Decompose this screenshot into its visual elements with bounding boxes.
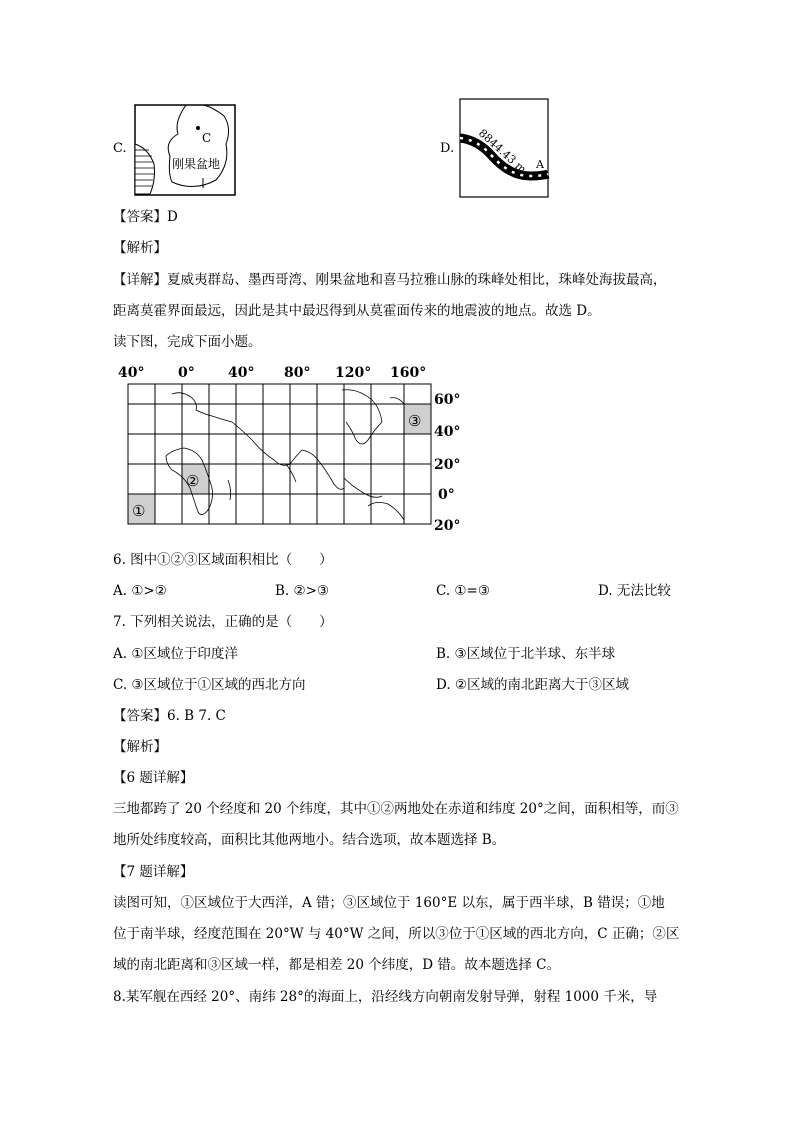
elevation-label: 8844.43 m bbox=[475, 126, 529, 176]
analysis-2: 【解析】 bbox=[113, 739, 167, 755]
top-label-5: 160° bbox=[390, 365, 427, 381]
basin-label: 刚果盆地 bbox=[172, 157, 221, 171]
top-label-4: 120° bbox=[335, 365, 372, 381]
q7-stem: 7. 下列相关说法，正确的是（ ） bbox=[113, 614, 333, 630]
q6-detail-line1: 三地都跨了 20 个经度和 20 个纬度，其中①②两地处在赤道和纬度 20°之间，面积相等，而③ bbox=[113, 801, 679, 817]
top-label-2: 40° bbox=[228, 365, 255, 381]
q6-detail-title: 【6 题详解】 bbox=[113, 770, 194, 786]
q6-option-d: D. 无法比较 bbox=[598, 583, 671, 599]
marker-a: A bbox=[536, 158, 544, 171]
option-c-label: C. bbox=[113, 141, 127, 156]
right-label-1: 40° bbox=[434, 424, 461, 440]
q6-option-b: B. ②>③ bbox=[275, 583, 330, 599]
q7-detail-line1: 读图可知，①区域位于大西洋，A 错；③区域位于 160°E 以东，属于西半球，B 错误；①地 bbox=[113, 895, 665, 911]
region-2: ② bbox=[186, 472, 200, 490]
q7-detail-title: 【7 题详解】 bbox=[113, 864, 194, 880]
q7-option-a: A. ①区域位于印度洋 bbox=[113, 646, 238, 662]
q8-line1: 8.某军舰在西经 20°、南纬 28°的海面上，沿经线方向朝南发射导弹，射程 1000 千米，导 bbox=[113, 989, 658, 1005]
q6-stem: 6. 图中①②③区域面积相比（ ） bbox=[113, 552, 333, 568]
q6-option-c: C. ①=③ bbox=[436, 583, 490, 599]
everest-map bbox=[458, 98, 550, 198]
top-label-3: 80° bbox=[284, 365, 311, 381]
world-grid-map bbox=[112, 360, 472, 532]
q7-option-c: C. ③区域位于①区域的西北方向 bbox=[113, 677, 306, 693]
right-label-2: 20° bbox=[434, 457, 461, 473]
answer-1: 【答案】D bbox=[113, 209, 178, 225]
top-label-1: 0° bbox=[178, 365, 195, 381]
top-label-0: 40° bbox=[118, 365, 145, 381]
marker-c: C bbox=[202, 131, 212, 145]
detail-1-line1: 【详解】夏威夷群岛、墨西哥湾、刚果盆地和喜马拉雅山脉的珠峰处相比，珠峰处海拔最高， bbox=[113, 272, 667, 288]
congo-basin-map bbox=[134, 104, 236, 196]
region-1: ① bbox=[132, 502, 146, 520]
answer-2: 【答案】6. B 7. C bbox=[113, 708, 226, 724]
option-d-label: D. bbox=[440, 141, 455, 156]
right-label-0: 60° bbox=[434, 392, 461, 408]
read-map-prompt: 读下图，完成下面小题。 bbox=[113, 334, 262, 350]
right-label-4: 20° bbox=[434, 518, 461, 532]
analysis-1: 【解析】 bbox=[113, 240, 167, 256]
detail-1-line2: 距离莫霍界面最远，因此是其中最迟得到从莫霍面传来的地震波的地点。故选 D。 bbox=[113, 303, 601, 319]
q7-option-b: B. ③区域位于北半球、东半球 bbox=[436, 646, 616, 662]
q7-detail-line3: 域的南北距离和③区域一样，都是相差 20 个纬度，D 错。故本题选择 C。 bbox=[113, 957, 560, 973]
right-label-3: 0° bbox=[438, 487, 455, 503]
region-3: ③ bbox=[408, 412, 422, 430]
q7-option-d: D. ②区域的南北距离大于③区域 bbox=[436, 677, 630, 693]
q6-option-a: A. ①>② bbox=[113, 583, 167, 599]
q7-detail-line2: 位于南半球，经度范围在 20°W 与 40°W 之间，所以③位于①区域的西北方向，C 正确；②区 bbox=[113, 926, 680, 942]
q6-detail-line2: 地所处纬度较高，面积比其他两地小。结合选项，故本题选择 B。 bbox=[113, 832, 506, 848]
